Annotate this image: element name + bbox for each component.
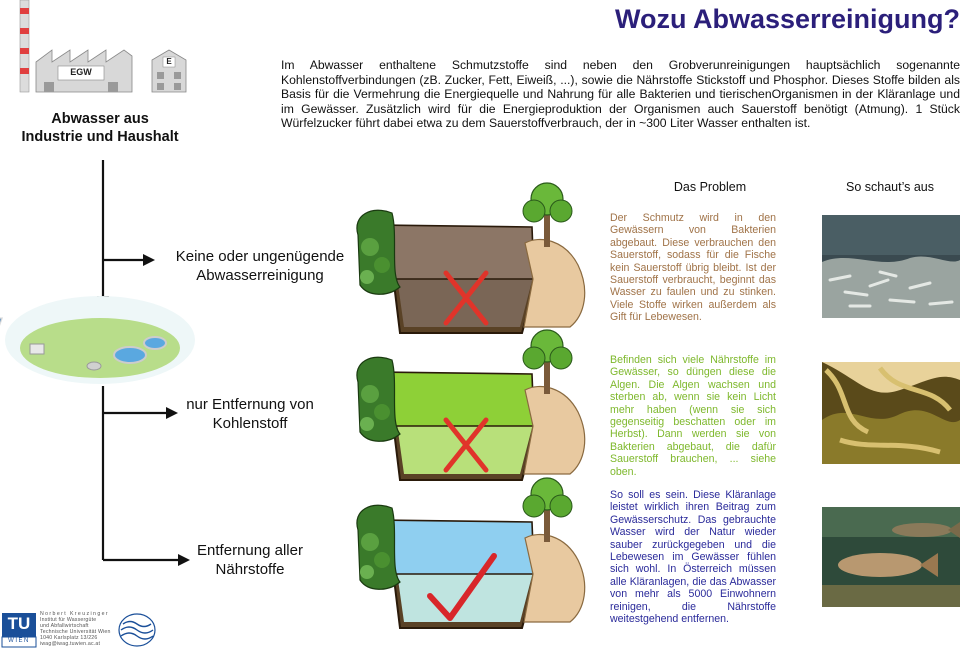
description-carbon-removal: Befinden sich viele Nährstoffe im Gewässer, so düngen diese die Algen. Die Algen wachsen und sterben ab, wenn sie kein Licht mehr haben (wenn sie sich gegenseitig beschatten oder im Herbst). Dann werden sie von Bakterien abgebaut, die dafür Sauerstoff brauchen, ... siehe oben. — [610, 354, 776, 478]
branch-label-line1: Entfernung aller — [197, 542, 303, 559]
factory-sign: EGW — [70, 67, 92, 77]
description-nutrient-removal: So soll es sein. Diese Kläranlage leistet wirklich ihren Beitrag zum Gewässerschutz. Das gebrauchte Wasser wird der Natur wieder sauber zurückgegeben und die Lebewesen im Gewässer fühlen sich wohl. In Österreich müssen alle Kläranlagen, die das Abwasser von mehr als 5000 Einwohnern reinigen, die Nährstoffe weitestgehend entfernen. — [610, 489, 776, 626]
branch-label-line1: nur Entfernung von — [186, 396, 314, 413]
footer-line: 1040 Karlsplatz 13/226 — [40, 635, 98, 641]
footer-line: und Abfallwirtschaft — [40, 623, 89, 629]
page-title: Wozu Abwasserreinigung? — [614, 4, 960, 34]
description-no-treatment: Der Schmutz wird in den Gewässern von Bakterien abgebaut. Diese verbrauchen den Sauerstoff, sodass für die Fische kein Sauerstoff übrig bleibt. Ist der Sauerstoff verbraucht, beginnt das Wasser zu faulen und zu stinken. Viele Stoffe wirken außerdem als Gift für Lebewesen. — [610, 212, 776, 324]
source-label — [0, 110, 200, 146]
photo-algae — [822, 362, 960, 464]
footer-line: Norbert Kreuzinger — [40, 611, 110, 617]
source-label-line2: Industrie und Haushalt — [21, 129, 179, 145]
treatment-plant-illustration — [0, 296, 195, 384]
branch-label-line2: Abwasserreinigung — [196, 267, 324, 284]
branch-label-line1: Keine oder ungenügende — [175, 248, 345, 265]
institute-logo — [119, 614, 155, 646]
footer-line: Institut für Wassergüte — [40, 617, 97, 623]
footer-line: iwag@iwag.tuwien.ac.at — [40, 641, 101, 647]
branch-label-carbon-removal — [160, 395, 340, 433]
house-sign: E — [166, 57, 172, 66]
footer-line: Technische Universität Wien — [40, 629, 111, 635]
branch-label-no-treatment — [160, 247, 360, 285]
column-heading-problem: Das Problem — [673, 180, 747, 194]
tu-logo-subtext: WIEN — [8, 638, 30, 644]
river-nutrient-removal — [357, 478, 585, 628]
tu-logo-text: TU — [7, 614, 31, 633]
branch-label-line2: Nährstoffe — [215, 561, 285, 578]
footer-credits — [40, 611, 120, 647]
photo-dead-fish — [822, 215, 960, 318]
branch-label-line2: Kohlenstoff — [212, 415, 288, 432]
column-heading-looks: So schaut’s aus — [845, 180, 935, 194]
intro-paragraph: Im Abwasser enthaltene Schmutzstoffe sind neben den Grobverunreinigungen hauptsächlich sogenannte Kohlenstoffverbindungen (zB. Zucker, Fett, Eiweiß, ...), sowie die Nährstoffe Stickstoff und Phosphor. Dieses Stoffe bilden als Basis für die Vermehrung die Energiequelle und Nahrung für alle Bakterien und tierischenOrganismen in der Kläranlage und im Gewässer. Zusätzlich wird für die Energieproduktion der Organismen auch Sauerstoff benötigt (Atmung). 1 Stück Würfelzucker führt dabei etwa zu dem Sauerstoffverbrauch, der in ~300 Liter Wasser enthalten ist. — [281, 58, 960, 131]
factory-illustration — [20, 0, 132, 92]
river-carbon-removal — [357, 330, 585, 480]
photo-healthy-fish — [822, 507, 960, 607]
river-no-treatment — [357, 183, 585, 333]
source-label-line1: Abwasser aus — [51, 111, 149, 127]
branch-label-nutrient-removal — [170, 541, 330, 579]
